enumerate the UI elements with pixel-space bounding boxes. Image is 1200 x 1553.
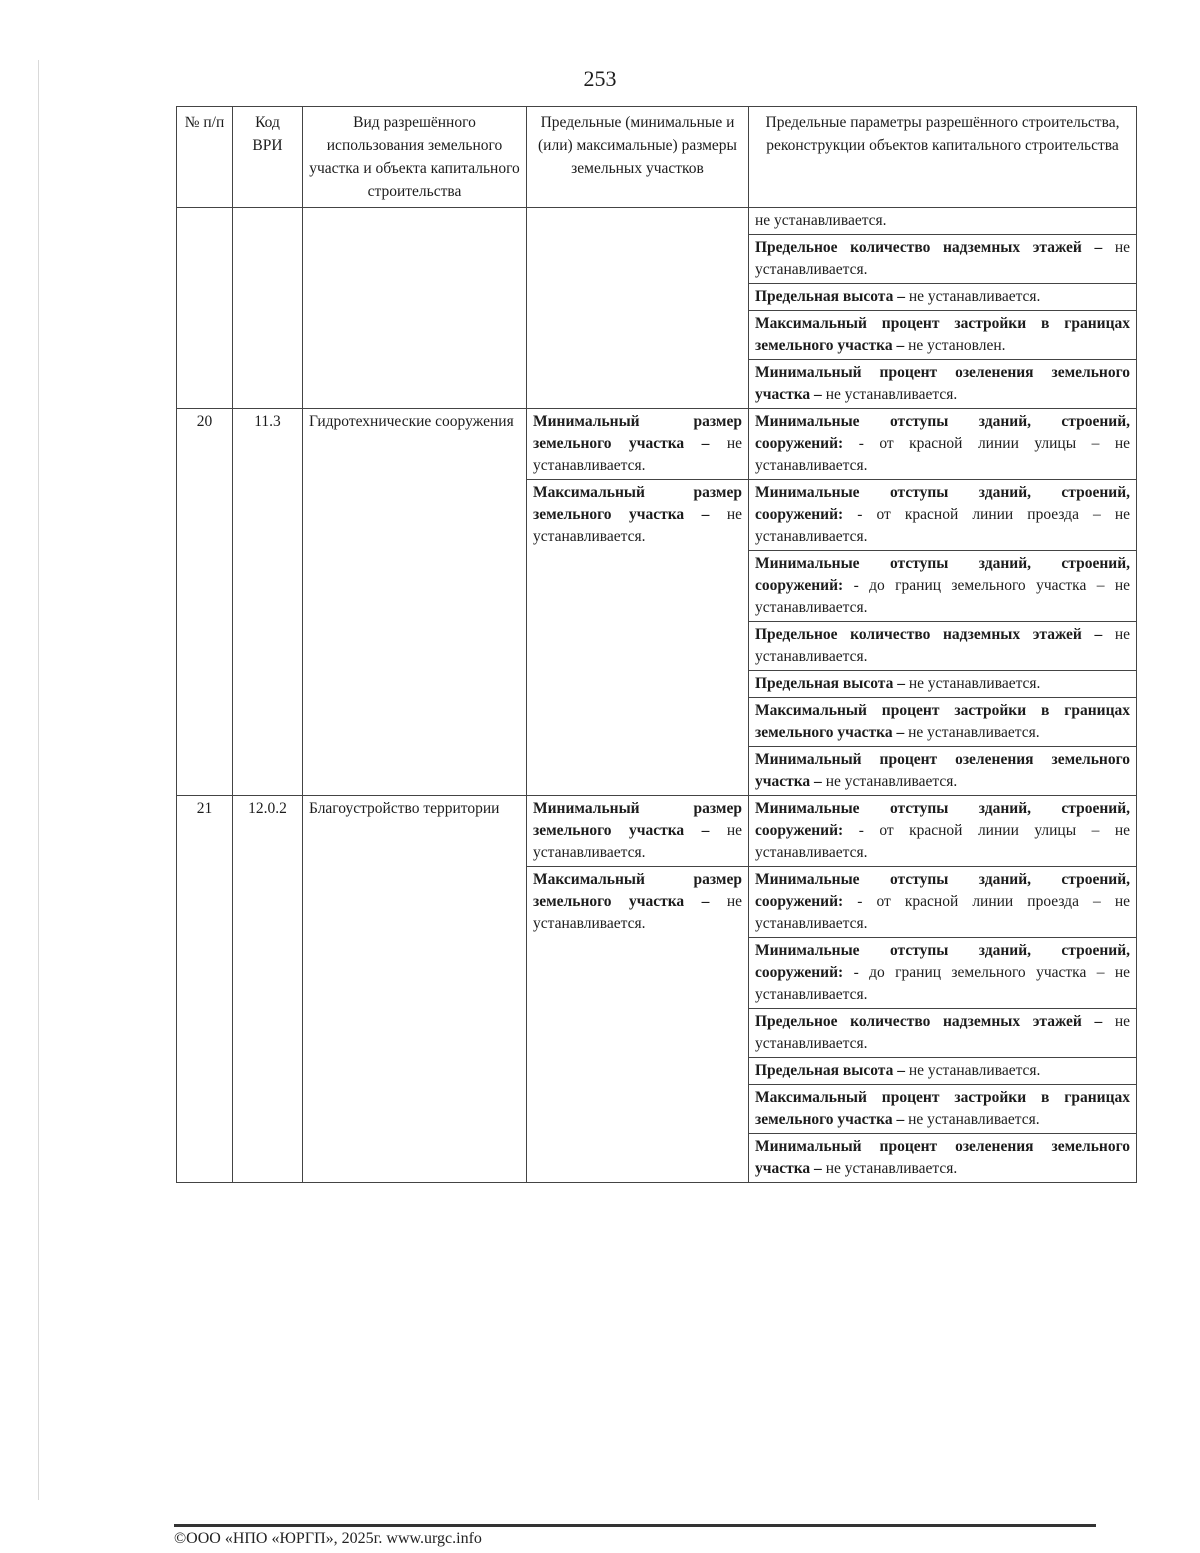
header-plot-sizes: Предельные (минимальные и (или) максимальные) размеры земельных участков bbox=[527, 107, 749, 208]
param-cell bbox=[749, 1085, 1137, 1134]
param-value: - до границ земельного участка – не устанавливается. bbox=[755, 964, 1131, 1003]
table-row bbox=[177, 796, 1137, 867]
param-cell bbox=[749, 235, 1137, 284]
param-value: не устанавливается. bbox=[908, 288, 1041, 305]
max-size-cell bbox=[527, 480, 749, 796]
table-body bbox=[177, 208, 1137, 1183]
param-title: Минимальные отступы зданий, строений, сооружений: bbox=[755, 942, 1130, 981]
param-title: Минимальный процент озеленения земельного участка – bbox=[755, 751, 1130, 790]
param-cell bbox=[749, 698, 1137, 747]
param-title: Предельное количество надземных этажей – bbox=[755, 626, 1103, 643]
cont-code-cell bbox=[233, 208, 303, 409]
param-value: - от красной линии улицы – не устанавливается. bbox=[755, 435, 1130, 474]
cont-number-cell bbox=[177, 208, 233, 409]
param-title: Минимальный процент озеленения земельного участка – bbox=[755, 1138, 1130, 1177]
param-cell bbox=[749, 409, 1137, 480]
param-value: - от красной линии проезда – не устанавливается. bbox=[755, 506, 1130, 545]
param-cell bbox=[749, 867, 1137, 938]
param-cell bbox=[749, 1058, 1137, 1085]
param-title: Минимальные отступы зданий, строений, сооружений: bbox=[755, 871, 1130, 910]
param-title: Минимальные отступы зданий, строений, сооружений: bbox=[755, 555, 1130, 594]
param-cell bbox=[749, 622, 1137, 671]
regulations-table bbox=[176, 106, 1137, 1183]
param-title: Предельная высота – bbox=[755, 288, 905, 305]
max-size-value: не устанавливается. bbox=[533, 506, 742, 545]
param-title: Предельное количество надземных этажей – bbox=[755, 1013, 1103, 1030]
param-title: Минимальные отступы зданий, строений, сооружений: bbox=[755, 800, 1130, 839]
header-code: Код ВРИ bbox=[233, 107, 303, 208]
row-code-cell: 11.3 bbox=[233, 409, 303, 796]
param-value: не устанавливается. bbox=[755, 239, 1131, 278]
param-title: Максимальный процент застройки в границах земельного участка – bbox=[755, 315, 1130, 354]
param-cell bbox=[749, 671, 1137, 698]
param-value: не устанавливается. bbox=[825, 773, 958, 790]
param-value: не устанавливается. bbox=[825, 1160, 958, 1177]
header-build-params: Предельные параметры разрешённого строительства, реконструкции объектов капитального строительства bbox=[749, 107, 1137, 208]
param-value: не устанавливается. bbox=[908, 1062, 1041, 1079]
row-number-cell: 21 bbox=[177, 796, 233, 1183]
param-value: не установлен. bbox=[908, 337, 1006, 354]
param-cell bbox=[749, 938, 1137, 1009]
min-size-title: Минимальный размер земельного участка – bbox=[533, 800, 742, 839]
header-use-type: Вид разрешённого использования земельного участка и объекта капитального строительства bbox=[303, 107, 527, 208]
param-title: Предельная высота – bbox=[755, 675, 905, 692]
row-use-type-cell: Гидротехнические сооружения bbox=[303, 409, 527, 796]
param-value: - от красной линии проезда – не устанавливается. bbox=[755, 893, 1130, 932]
param-cell bbox=[749, 551, 1137, 622]
param-cell bbox=[749, 796, 1137, 867]
row-code-cell: 12.0.2 bbox=[233, 796, 303, 1183]
param-value: не устанавливается. bbox=[755, 626, 1131, 665]
param-value: не устанавливается. bbox=[825, 386, 958, 403]
min-size-cell bbox=[527, 796, 749, 867]
param-title: Максимальный процент застройки в границах земельного участка – bbox=[755, 1089, 1130, 1128]
max-size-title: Максимальный размер земельного участка – bbox=[533, 484, 742, 523]
min-size-value: не устанавливается. bbox=[533, 435, 742, 474]
param-title: Предельное количество надземных этажей – bbox=[755, 239, 1103, 256]
cont-sizes-cell bbox=[527, 208, 749, 409]
page-margin-line bbox=[38, 60, 39, 1500]
max-size-value: не устанавливается. bbox=[533, 893, 742, 932]
footer-copyright: ©ООО «НПО «ЮРГП», 2025г. www.urgc.info bbox=[174, 1530, 482, 1547]
min-size-value: не устанавливается. bbox=[533, 822, 742, 861]
param-cell bbox=[749, 208, 1137, 235]
max-size-cell bbox=[527, 867, 749, 1183]
page-number: 253 bbox=[583, 66, 617, 91]
header-number: № п/п bbox=[177, 107, 233, 208]
param-value: не устанавливается. bbox=[908, 724, 1040, 741]
cont-name-cell bbox=[303, 208, 527, 409]
param-value: не устанавливается. bbox=[908, 675, 1041, 692]
param-title: Минимальные отступы зданий, строений, сооружений: bbox=[755, 484, 1130, 523]
footer-rule bbox=[174, 1524, 1096, 1527]
param-cell bbox=[749, 360, 1137, 409]
param-cell bbox=[749, 1009, 1137, 1058]
max-size-title: Максимальный размер земельного участка – bbox=[533, 871, 742, 910]
param-cell bbox=[749, 284, 1137, 311]
param-title: Минимальный процент озеленения земельного участка – bbox=[755, 364, 1130, 403]
param-value: не устанавливается. bbox=[908, 1111, 1040, 1128]
row-use-type-cell: Благоустройство территории bbox=[303, 796, 527, 1183]
param-title: Предельная высота – bbox=[755, 1062, 905, 1079]
param-value: не устанавливается. bbox=[755, 1013, 1131, 1052]
table-header-row bbox=[177, 107, 1137, 208]
param-title: Минимальные отступы зданий, строений, сооружений: bbox=[755, 413, 1130, 452]
param-value: не устанавливается. bbox=[755, 212, 887, 229]
table-row bbox=[177, 208, 1137, 235]
param-title: Максимальный процент застройки в границах земельного участка – bbox=[755, 702, 1130, 741]
min-size-cell bbox=[527, 409, 749, 480]
table-row bbox=[177, 409, 1137, 480]
param-value: - от красной линии улицы – не устанавливается. bbox=[755, 822, 1130, 861]
param-cell bbox=[749, 480, 1137, 551]
row-number-cell: 20 bbox=[177, 409, 233, 796]
param-cell bbox=[749, 1134, 1137, 1183]
min-size-title: Минимальный размер земельного участка – bbox=[533, 413, 742, 452]
param-cell bbox=[749, 311, 1137, 360]
param-value: - до границ земельного участка – не устанавливается. bbox=[755, 577, 1131, 616]
param-cell bbox=[749, 747, 1137, 796]
